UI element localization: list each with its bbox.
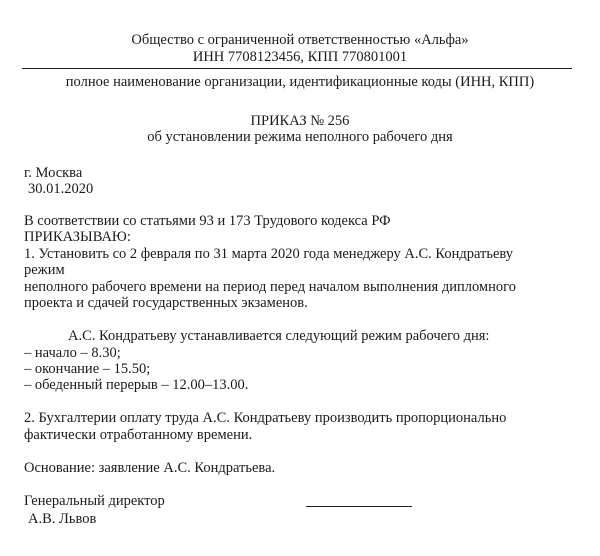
- basis-reference: В соответствии со статьями 93 и 173 Трудового кодекса РФ: [24, 213, 391, 229]
- order-word: ПРИКАЗЫВАЮ:: [24, 229, 131, 245]
- org-name: Общество с ограниченной ответственностью «Альфа»: [131, 32, 469, 48]
- item1-line: режим: [24, 262, 65, 278]
- schedule-item: – окончание – 15.50;: [24, 361, 151, 377]
- city: г. Москва: [24, 165, 83, 181]
- order-subject: об установлении режима неполного рабочего дня: [147, 129, 453, 145]
- item2-line: 2. Бухгалтерии оплату труда А.С. Кондратьеву производить пропорционально: [24, 410, 507, 426]
- signatory-name: А.В. Львов: [28, 511, 97, 527]
- signature-line: [306, 506, 412, 507]
- header-divider: [22, 68, 572, 69]
- signatory-position: Генеральный директор: [24, 493, 165, 509]
- schedule-intro: А.С. Кондратьеву устанавливается следующий режим рабочего дня:: [68, 328, 490, 344]
- org-codes: ИНН 7708123456, КПП 770801001: [192, 49, 408, 65]
- item2-line: фактически отработанному времени.: [24, 427, 253, 443]
- schedule-item: – обеденный перерыв – 12.00–13.00.: [24, 377, 249, 393]
- schedule-item: – начало – 8.30;: [24, 345, 121, 361]
- order-date: 30.01.2020: [28, 181, 94, 197]
- item1-line: 1. Установить со 2 февраля по 31 марта 2020 года менеджеру А.С. Кондратьеву: [24, 246, 514, 262]
- grounds: Основание: заявление А.С. Кондратьева.: [24, 460, 276, 476]
- item1-line: проекта и сдачей государственных экзаменов.: [24, 295, 308, 311]
- order-title: ПРИКАЗ № 256: [250, 113, 350, 129]
- header-caption: полное наименование организации, идентификационные коды (ИНН, КПП): [65, 74, 535, 90]
- item1-line: неполного рабочего времени на период перед началом выполнения дипломного: [24, 279, 516, 295]
